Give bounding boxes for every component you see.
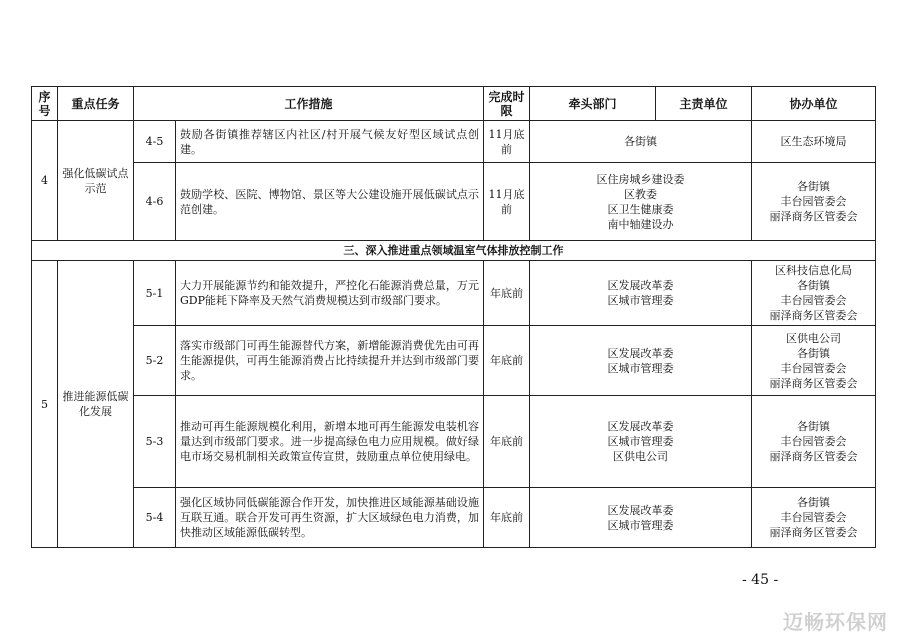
responsible-units	[530, 261, 752, 326]
measure-text: 大力开展能源节约和能效提升，严控化石能源消费总量，万元GDP能耗下降率及天然气消费规模达到市级部门要求。	[176, 261, 484, 326]
assist-unit-name: 各街镇	[797, 180, 831, 193]
unit-name: 区发展改革委	[607, 420, 674, 433]
responsible-units	[530, 326, 752, 396]
header-row	[32, 87, 876, 121]
assist-unit-name: 丰台园管委会	[780, 361, 847, 375]
table-row	[32, 488, 876, 548]
assist-units	[752, 488, 876, 548]
assist-unit-name: 丽泽商务区管委会	[769, 376, 858, 390]
group-number: 5	[32, 261, 58, 548]
group-task: 强化低碳试点示范	[58, 121, 134, 241]
header-measures: 工作措施	[134, 87, 484, 121]
table-row	[32, 261, 876, 326]
assist-unit-name: 区科技信息化局	[775, 264, 853, 277]
deadline-cell: 年底前	[484, 396, 530, 488]
assist-unit-name: 丽泽商务区管委会	[769, 210, 858, 223]
responsible-units	[530, 396, 752, 488]
group-task: 推进能源低碳化发展	[58, 261, 134, 548]
header-task: 重点任务	[58, 87, 134, 121]
group-number: 4	[32, 121, 58, 241]
assist-unit-name: 丰台园管委会	[780, 511, 847, 524]
table-row	[32, 326, 876, 396]
table-row	[32, 163, 876, 241]
unit-name: 区住房城乡建设委	[596, 172, 685, 186]
unit-name: 区城市管理委	[607, 518, 674, 532]
measure-text: 推动可再生能源规模化利用，新增本地可再生能源发电装机容量达到市级部门要求。进一步提高绿色电力应用规模。做好绿电市场交易机制相关政策宣传宣贯，鼓励重点单位使用绿电。	[176, 396, 484, 488]
assist-units	[752, 396, 876, 488]
assist-unit-name: 各街镇	[797, 420, 831, 433]
measure-id: 4-5	[134, 121, 176, 163]
header-main: 主责单位	[656, 87, 752, 121]
assist-unit-name: 丰台园管委会	[780, 294, 847, 307]
deadline-cell: 年底前	[484, 261, 530, 326]
assist-units	[752, 261, 876, 326]
unit-name: 区发展改革委	[607, 503, 674, 517]
unit-name: 区供电公司	[613, 450, 669, 463]
assist-units	[752, 326, 876, 396]
assist-unit-name: 丰台园管委会	[780, 435, 847, 448]
deadline-cell: 11月底前	[484, 121, 530, 163]
responsible-units	[530, 488, 752, 548]
unit-name: 各街镇	[624, 135, 658, 148]
assist-unit-name: 区生态环境局	[780, 135, 847, 148]
responsible-units	[530, 121, 752, 163]
table-row	[32, 121, 876, 163]
unit-name: 区发展改革委	[607, 346, 674, 360]
measure-id: 5-3	[134, 396, 176, 488]
assist-unit-name: 丽泽商务区管委会	[769, 450, 858, 463]
header-seq: 序号	[32, 87, 58, 121]
measure-text: 鼓励学校、医院、博物馆、景区等大公建设施开展低碳试点示范创建。	[176, 163, 484, 241]
measure-id: 5-2	[134, 326, 176, 396]
unit-name: 区城市管理委	[607, 435, 674, 448]
assist-unit-name: 丰台园管委会	[780, 195, 847, 208]
assist-unit-name: 区供电公司	[786, 331, 842, 345]
unit-name: 区卫生健康委	[607, 202, 674, 216]
assist-unit-name: 各街镇	[797, 346, 831, 360]
measure-text: 强化区域协同低碳能源合作开发，加快推进区域能源基础设施互联互通。联合开发可再生资源，扩大区域绿色电力消费，加快推动区域能源低碳转型。	[176, 488, 484, 548]
measure-id: 5-1	[134, 261, 176, 326]
measure-id: 4-6	[134, 163, 176, 241]
work-plan-table	[31, 86, 876, 548]
deadline-cell: 11月底前	[484, 163, 530, 241]
header-assist: 协办单位	[752, 87, 876, 121]
table-row	[32, 396, 876, 488]
deadline-cell: 年底前	[484, 488, 530, 548]
deadline-cell: 年底前	[484, 326, 530, 396]
assist-unit-name: 丽泽商务区管委会	[769, 526, 858, 539]
assist-unit-name: 丽泽商务区管委会	[769, 309, 858, 322]
unit-name: 南中轴建设办	[607, 217, 674, 231]
unit-name: 区城市管理委	[607, 361, 674, 375]
assist-unit-name: 各街镇	[797, 279, 831, 292]
measure-text: 鼓励各街镇推荐辖区内社区/村开展气候友好型区域试点创建。	[176, 121, 484, 163]
watermark: 迈畅环保网	[783, 610, 888, 634]
measure-text: 落实市级部门可再生能源替代方案，新增能源消费优先由可再生能源提供，可再生能源消费占比持续提升并达到市级部门要求。	[176, 326, 484, 396]
unit-name: 区城市管理委	[607, 294, 674, 307]
assist-units	[752, 163, 876, 241]
unit-name: 区教委	[624, 187, 658, 201]
assist-unit-name: 各街镇	[797, 496, 831, 509]
assist-units	[752, 121, 876, 163]
header-lead: 牵头部门	[530, 87, 656, 121]
unit-name: 区发展改革委	[607, 279, 674, 292]
page-number: - 45 -	[742, 572, 779, 588]
responsible-units	[530, 163, 752, 241]
header-deadline: 完成时限	[484, 87, 530, 121]
section-row	[32, 241, 876, 261]
measure-id: 5-4	[134, 488, 176, 548]
section-title: 三、深入推进重点领域温室气体排放控制工作	[32, 241, 876, 261]
